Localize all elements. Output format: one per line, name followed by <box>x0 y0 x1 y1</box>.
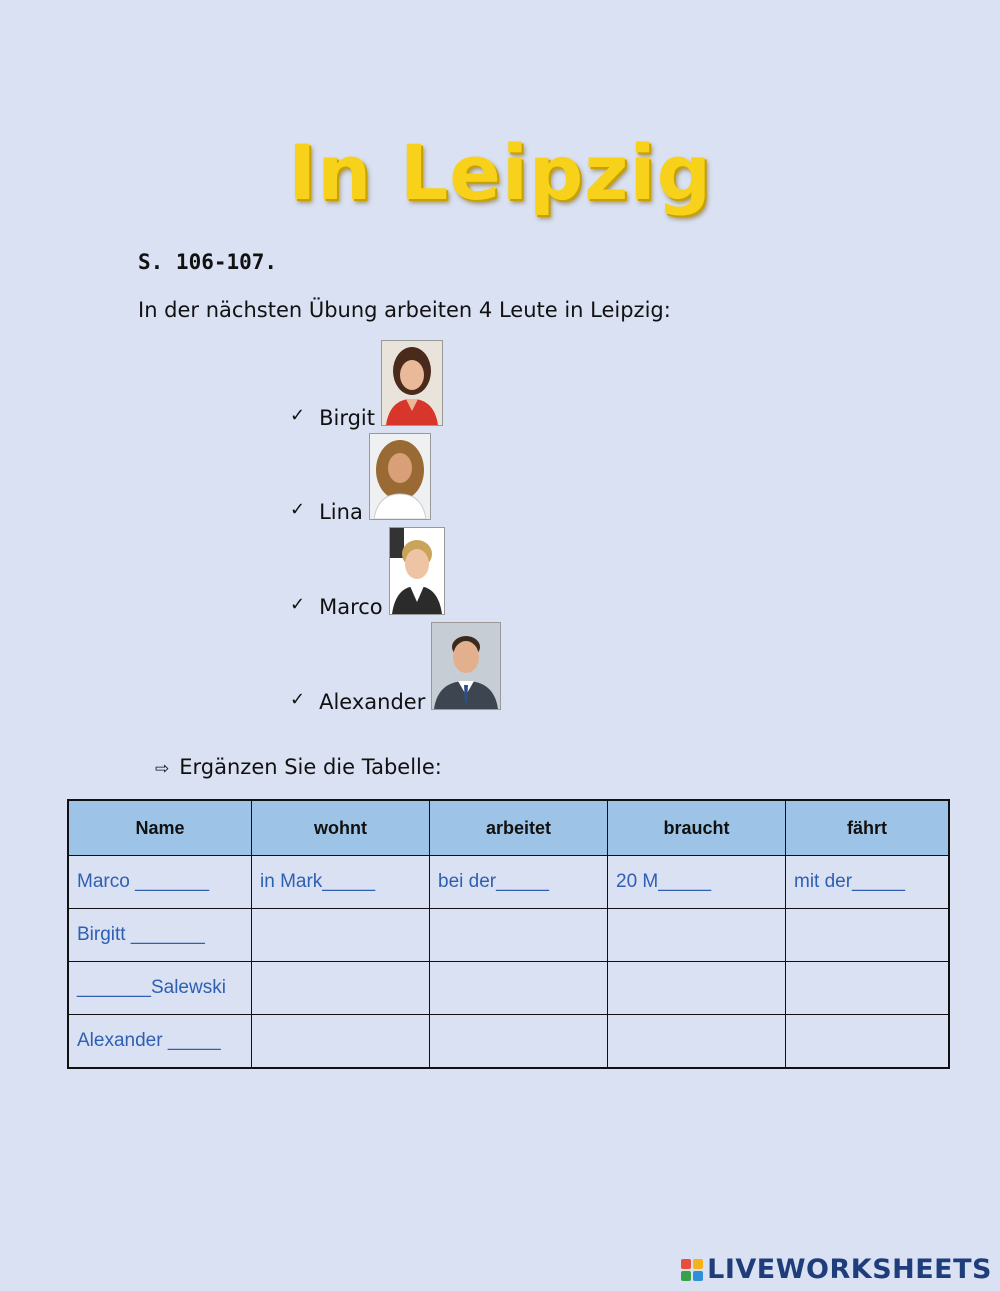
checkmark-icon: ✓ <box>290 689 306 710</box>
person-name: Marco <box>319 595 383 619</box>
table-cell[interactable]: _______Salewski <box>68 962 252 1015</box>
table-row <box>68 909 949 962</box>
table-cell[interactable] <box>430 962 608 1015</box>
checkmark-icon: ✓ <box>290 594 306 615</box>
table-cell[interactable]: mit der_____ <box>786 856 950 909</box>
logo-square <box>681 1259 691 1269</box>
table-row <box>68 962 949 1015</box>
person-name: Alexander <box>319 690 426 714</box>
table-cell[interactable] <box>252 909 430 962</box>
checkmark-icon: ✓ <box>290 405 306 426</box>
table-row <box>68 1015 949 1069</box>
table-cell[interactable]: Alexander _____ <box>68 1015 252 1069</box>
logo-square <box>693 1259 703 1269</box>
person-name: Lina <box>319 500 363 524</box>
logo-text: LIVEWORKSHEETS <box>707 1254 992 1285</box>
table-cell[interactable]: in Mark_____ <box>252 856 430 909</box>
arrow-right-icon: ⇨ <box>155 759 170 779</box>
logo-square <box>693 1271 703 1281</box>
table-header-row <box>68 800 949 856</box>
instruction <box>155 755 442 779</box>
table-cell[interactable] <box>786 1015 950 1069</box>
table-cell[interactable]: Birgitt _______ <box>68 909 252 962</box>
portrait-marco <box>389 527 445 615</box>
portrait-lina <box>369 433 431 520</box>
portrait-alexander <box>431 622 501 710</box>
table-cell[interactable] <box>608 909 786 962</box>
column-header-arbeitet: arbeitet <box>430 800 608 856</box>
table-cell[interactable]: Marco _______ <box>68 856 252 909</box>
liveworksheets-logo[interactable] <box>681 1254 992 1285</box>
instruction-text: Ergänzen Sie die Tabelle: <box>179 755 442 779</box>
column-header-name: Name <box>68 800 252 856</box>
worksheet-title: In Leipzig <box>288 128 712 217</box>
table-cell[interactable]: bei der_____ <box>430 856 608 909</box>
logo-square <box>681 1271 691 1281</box>
person-item-lina <box>290 433 431 524</box>
intro-text: In der nächsten Übung arbeiten 4 Leute in Leipzig: <box>138 298 671 322</box>
column-header-faehrt: fährt <box>786 800 950 856</box>
liveworksheets-logo-icon <box>681 1259 703 1281</box>
checkmark-icon: ✓ <box>290 499 306 520</box>
person-item-marco <box>290 527 445 619</box>
table-cell[interactable] <box>430 909 608 962</box>
table-row <box>68 856 949 909</box>
table-cell[interactable]: 20 M_____ <box>608 856 786 909</box>
person-item-alexander <box>290 622 501 714</box>
table-cell[interactable] <box>786 962 950 1015</box>
person-item-birgit <box>290 340 443 430</box>
table-cell[interactable] <box>252 1015 430 1069</box>
page-reference: S. 106-107. <box>138 250 278 274</box>
table-cell[interactable] <box>786 909 950 962</box>
table-cell[interactable] <box>608 962 786 1015</box>
person-name: Birgit <box>319 406 375 430</box>
table-cell[interactable] <box>608 1015 786 1069</box>
column-header-braucht: braucht <box>608 800 786 856</box>
exercise-table <box>67 799 950 1069</box>
table-cell[interactable] <box>252 962 430 1015</box>
column-header-wohnt: wohnt <box>252 800 430 856</box>
table-cell[interactable] <box>430 1015 608 1069</box>
portrait-birgit <box>381 340 443 426</box>
